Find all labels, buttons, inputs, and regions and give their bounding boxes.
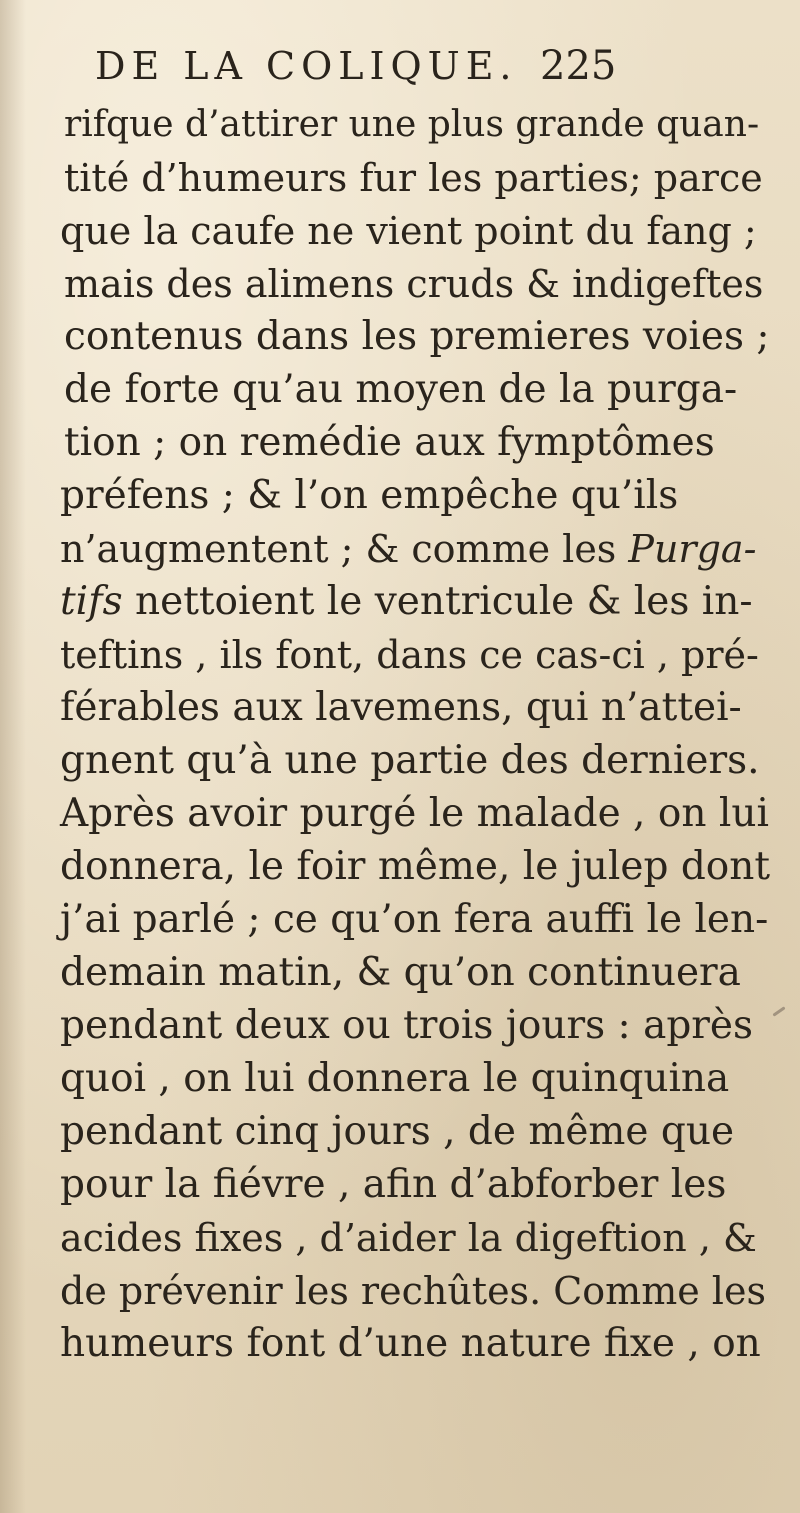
text-line: tion ; on remédie aux fymptômes [64, 420, 715, 465]
text-line: de prévenir les rechûtes. Comme les [60, 1269, 766, 1313]
text-line: acides fixes , d’aider la digeftion , & [60, 1216, 757, 1260]
italic-word: Purga- [628, 527, 757, 571]
text-line: quoi , on lui donnera le quinquina [60, 1056, 730, 1101]
text-line: pour la fiévre , afin d’abforber les [60, 1162, 727, 1207]
running-head [0, 40, 800, 92]
text-line: n’augmentent ; & comme les Purga- [60, 527, 757, 571]
text-line: donnera, le foir même, le julep dont [60, 844, 771, 889]
text-line: contenus dans les premieres voies ; [64, 314, 770, 359]
text-line: rifque d’attirer une plus grande quan- [64, 104, 760, 145]
text-line: férables aux lavemens, qui n’attei- [60, 685, 742, 730]
ink-speck [772, 1006, 785, 1016]
text-line: tifs nettoient le ventricule & les in- [60, 579, 753, 624]
text-line: mais des alimens cruds & indigeftes [64, 262, 764, 306]
text-line: teftins , ils font, dans ce cas-ci , pré- [60, 633, 759, 677]
text-line: demain matin, & qu’on continuera [60, 950, 741, 995]
text-line: humeurs font d’une nature fixe , on [60, 1321, 761, 1366]
text-line: que la caufe ne vient point du fang ; [60, 209, 757, 253]
text-line: de forte qu’au moyen de la purga- [64, 367, 738, 412]
text-line: pendant deux ou trois jours : après [60, 1003, 754, 1048]
italic-word: tifs [60, 579, 123, 624]
running-title: DE LA COLIQUE. [95, 44, 518, 88]
text-line: pendant cinq jours , de même que [60, 1109, 735, 1154]
text-line: préfens ; & l’on empêche qu’ils [60, 473, 679, 518]
text-line: gnent qu’à une partie des derniers. [60, 738, 760, 783]
text-line: j’ai parlé ; ce qu’on fera auffi le len- [60, 897, 769, 942]
page-fold-shadow [0, 0, 26, 1513]
text-line: tité d’humeurs fur les parties; parce [64, 156, 763, 200]
text-line: Après avoir purgé le malade , on lui [60, 791, 769, 836]
page-number: 225 [540, 43, 617, 89]
